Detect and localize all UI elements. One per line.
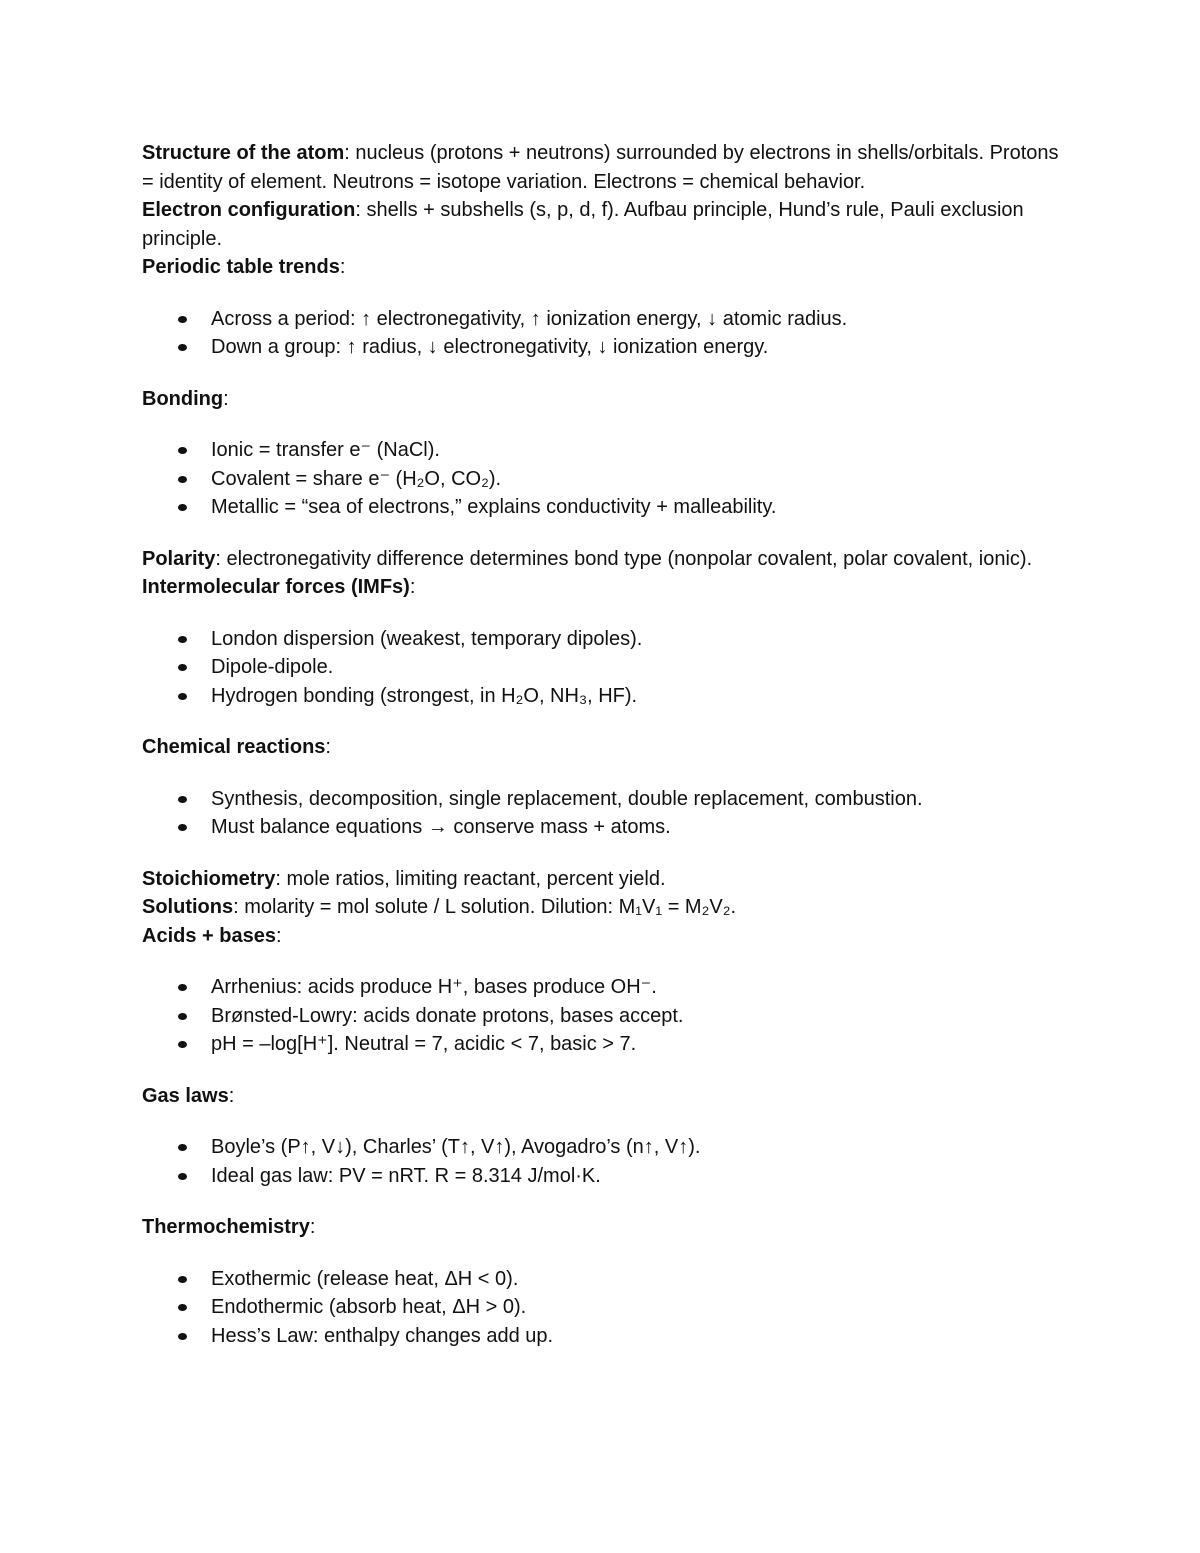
list-item: Synthesis, decomposition, single replacement, double replacement, combustion. [142, 785, 1062, 814]
section-heading: Electron configuration [142, 199, 356, 221]
bullet-icon [178, 1173, 187, 1180]
bullet-list-gas-laws [142, 1133, 1062, 1190]
section-text: : [409, 576, 416, 598]
section-bonding [142, 385, 1062, 414]
list-item: Brønsted-Lowry: acids donate protons, bases accept. [142, 1002, 1062, 1031]
list-item: Metallic = “sea of electrons,” explains conductivity + malleability. [142, 493, 1062, 522]
section-solutions [142, 893, 1062, 922]
bullet-icon [178, 1276, 187, 1283]
list-item: Hydrogen bonding (strongest, in H₂O, NH₃, HF). [142, 682, 1062, 711]
list-item: Hess’s Law: enthalpy changes add up. [142, 1322, 1062, 1351]
section-heading: Thermochemistry [142, 1216, 310, 1238]
section-heading: Acids + bases [142, 924, 276, 947]
section-stoichiometry [142, 865, 1062, 894]
section-text: : [309, 1216, 316, 1238]
bullet-icon [178, 664, 187, 671]
bullet-icon [178, 1013, 187, 1020]
bullet-list-imfs [142, 625, 1062, 711]
section-heading: Structure of the atom [142, 142, 345, 164]
bullet-list-bonding [142, 436, 1062, 522]
section-text: : [275, 924, 282, 947]
bullet-icon [178, 636, 187, 643]
section-text: : molarity = mol solute / L solution. Dilution: M₁V₁ = M₂V₂. [233, 896, 737, 918]
section-text: : nucleus (protons + neutrons) surrounded by electrons in shells/orbitals. Protons = identity of element. Neutrons = isotope variation. Electrons = chemical behavior. [142, 142, 1059, 193]
list-item: London dispersion (weakest, temporary dipoles). [142, 625, 1062, 654]
section-text: : [325, 736, 331, 758]
section-heading: Chemical reactions [142, 736, 326, 758]
section-intermolecular-forces [142, 573, 1062, 602]
bullet-icon [178, 1041, 187, 1048]
section-text: : [339, 256, 346, 278]
section-text: : electronegativity difference determines bond type (nonpolar covalent, polar covalent, ionic). [215, 547, 1033, 570]
bullet-icon [178, 796, 187, 803]
section-heading: Stoichiometry [142, 867, 276, 890]
bullet-icon [178, 504, 187, 511]
section-thermochemistry [142, 1213, 1062, 1242]
bullet-icon [178, 1333, 187, 1340]
section-heading: Polarity [142, 547, 216, 570]
list-item: Ionic = transfer e⁻ (NaCl). [142, 436, 1062, 465]
section-gas-laws [142, 1082, 1062, 1111]
list-item: Exothermic (release heat, ΔH < 0). [142, 1265, 1062, 1294]
bullet-list-chemical-reactions [142, 785, 1062, 842]
list-item: Covalent = share e⁻ (H₂O, CO₂). [142, 465, 1062, 494]
bullet-icon [178, 476, 187, 483]
list-item: Boyle’s (P↑, V↓), Charles’ (T↑, V↑), Avogadro’s (n↑, V↑). [142, 1133, 1062, 1162]
section-text: : [223, 387, 229, 410]
section-heading: Intermolecular forces (IMFs) [142, 576, 410, 598]
bullet-icon [178, 984, 187, 991]
section-heading: Gas laws [142, 1084, 229, 1107]
section-polarity [142, 545, 1062, 574]
list-item: Endothermic (absorb heat, ΔH > 0). [142, 1293, 1062, 1322]
section-chemical-reactions [142, 733, 1062, 762]
section-heading: Bonding [142, 387, 224, 410]
list-item: Must balance equations → conserve mass + atoms. [142, 813, 1062, 842]
bullet-icon [178, 1304, 187, 1311]
bullet-icon [178, 447, 187, 454]
list-item: Down a group: ↑ radius, ↓ electronegativity, ↓ ionization energy. [142, 333, 1062, 362]
section-structure-of-atom [142, 139, 1062, 196]
document-page [142, 139, 1062, 1373]
section-heading: Periodic table trends [142, 256, 340, 278]
bullet-icon [178, 344, 187, 351]
list-item: pH = –log[H⁺]. Neutral = 7, acidic < 7, basic > 7. [142, 1030, 1062, 1059]
list-item: Across a period: ↑ electronegativity, ↑ ionization energy, ↓ atomic radius. [142, 305, 1062, 334]
bullet-icon [178, 693, 187, 700]
section-electron-configuration [142, 196, 1062, 253]
list-item: Dipole-dipole. [142, 653, 1062, 682]
bullet-list-periodic-trends [142, 305, 1062, 362]
bullet-icon [178, 1144, 187, 1151]
bullet-list-thermochemistry [142, 1265, 1062, 1351]
list-item: Ideal gas law: PV = nRT. R = 8.314 J/mol·K. [142, 1162, 1062, 1191]
section-text: : shells + subshells (s, p, d, f). Aufbau principle, Hund’s rule, Pauli exclusion principle. [142, 199, 1024, 250]
bullet-icon [178, 316, 187, 323]
section-heading: Solutions [142, 896, 234, 918]
section-acids-bases [142, 922, 1062, 951]
section-text: : mole ratios, limiting reactant, percent yield. [275, 867, 666, 890]
bullet-icon [178, 824, 187, 831]
bullet-list-acids-bases [142, 973, 1062, 1059]
section-periodic-trends [142, 253, 1062, 282]
section-text: : [228, 1084, 235, 1107]
list-item: Arrhenius: acids produce H⁺, bases produce OH⁻. [142, 973, 1062, 1002]
